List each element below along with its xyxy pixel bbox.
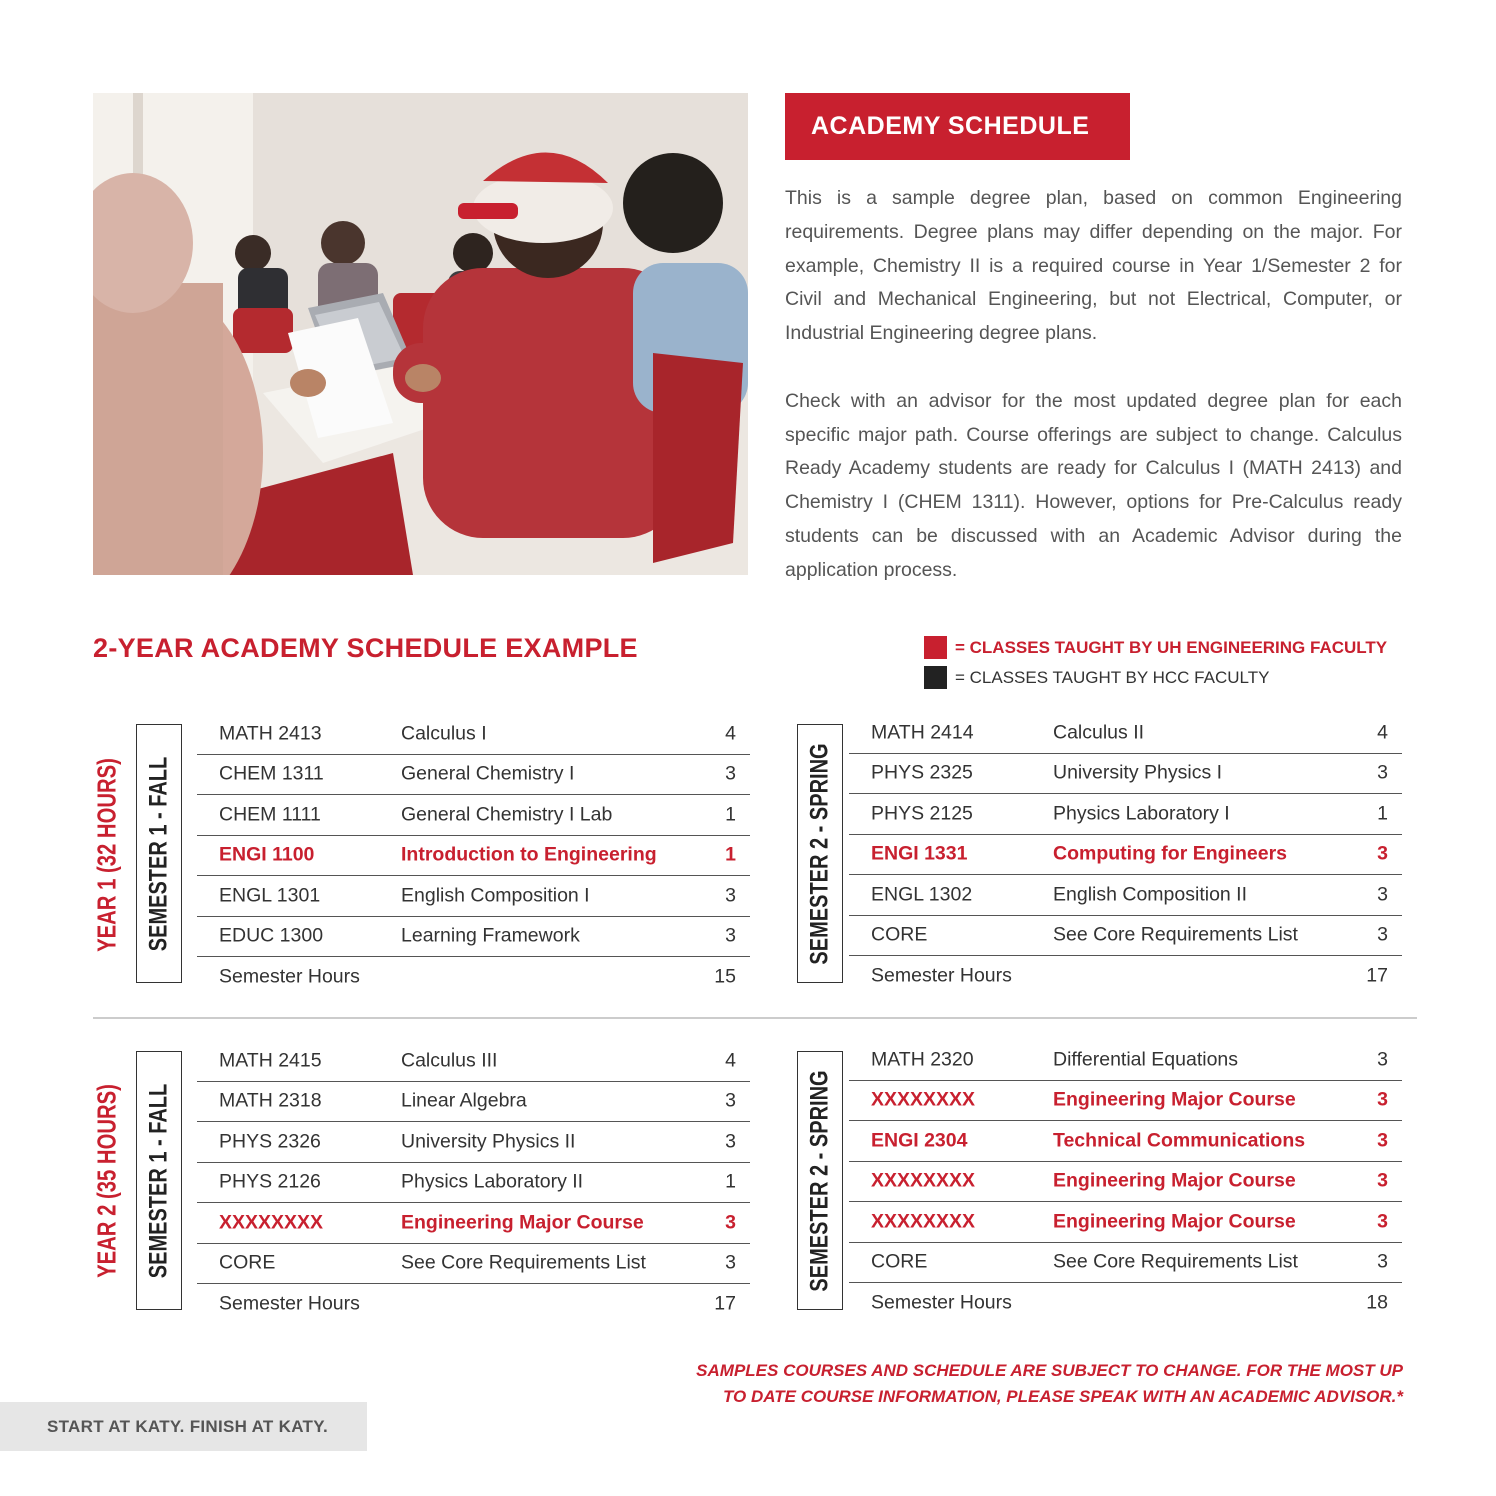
course-code: EDUC 1300 bbox=[219, 924, 324, 947]
course-code: PHYS 2126 bbox=[219, 1170, 321, 1193]
course-hours: 3 bbox=[725, 884, 736, 907]
course-name: Calculus II bbox=[1053, 721, 1145, 744]
legend-uh bbox=[924, 636, 1387, 659]
course-hours: 3 bbox=[1377, 923, 1388, 946]
course-code: ENGL 1302 bbox=[871, 883, 973, 906]
course-row bbox=[849, 1121, 1402, 1162]
course-row bbox=[197, 1163, 750, 1204]
course-hours: 15 bbox=[714, 965, 736, 988]
semester-hours-row bbox=[197, 1284, 750, 1325]
course-code: CORE bbox=[871, 923, 928, 946]
course-hours: 4 bbox=[725, 722, 736, 745]
semester-hours-row bbox=[849, 956, 1402, 997]
course-row bbox=[849, 875, 1402, 916]
course-name: Learning Framework bbox=[401, 924, 580, 947]
course-row bbox=[849, 1081, 1402, 1122]
course-code: Semester Hours bbox=[871, 1291, 1012, 1314]
course-hours: 3 bbox=[725, 924, 736, 947]
course-row bbox=[849, 794, 1402, 835]
course-hours: 3 bbox=[1377, 1210, 1388, 1233]
course-code: CHEM 1311 bbox=[219, 762, 324, 785]
course-row bbox=[849, 1243, 1402, 1284]
course-name: General Chemistry I Lab bbox=[401, 803, 613, 826]
course-hours: 3 bbox=[1377, 883, 1388, 906]
schedule-section-title: 2-YEAR ACADEMY SCHEDULE EXAMPLE bbox=[93, 633, 638, 663]
course-row bbox=[849, 835, 1402, 876]
course-hours: 3 bbox=[725, 1251, 736, 1274]
course-code: CORE bbox=[219, 1251, 276, 1274]
legend-uh-label: = CLASSES TAUGHT BY UH ENGINEERING FACULTY bbox=[955, 637, 1388, 657]
course-code: XXXXXXXX bbox=[871, 1088, 976, 1111]
course-row bbox=[197, 1041, 750, 1082]
course-code: ENGL 1301 bbox=[219, 884, 321, 907]
course-hours: 4 bbox=[725, 1049, 736, 1072]
academy-schedule-heading: ACADEMY SCHEDULE bbox=[785, 93, 1130, 160]
course-hours: 1 bbox=[725, 1170, 736, 1193]
course-code: XXXXXXXX bbox=[219, 1211, 324, 1234]
legend-hcc bbox=[924, 666, 1269, 689]
course-hours: 3 bbox=[1377, 1088, 1388, 1111]
course-row bbox=[197, 755, 750, 796]
footer-tagline: START AT KATY. FINISH AT KATY. bbox=[0, 1402, 367, 1451]
course-name: Differential Equations bbox=[1053, 1048, 1239, 1071]
course-hours: 18 bbox=[1366, 1291, 1388, 1314]
course-row bbox=[849, 713, 1402, 754]
course-row bbox=[197, 1244, 750, 1285]
course-table-y2-spring bbox=[849, 1040, 1402, 1324]
course-hours: 1 bbox=[725, 843, 736, 866]
hcc-color-swatch bbox=[924, 666, 947, 689]
course-code: MATH 2318 bbox=[219, 1089, 322, 1112]
course-table-y1-spring bbox=[849, 713, 1402, 997]
semester-hours-row bbox=[849, 1283, 1402, 1324]
course-name: Physics Laboratory I bbox=[1053, 802, 1230, 825]
course-name: Computing for Engineers bbox=[1053, 842, 1287, 865]
course-row bbox=[197, 1122, 750, 1163]
course-hours: 17 bbox=[714, 1292, 736, 1315]
course-code: XXXXXXXX bbox=[871, 1210, 976, 1233]
course-table-y2-fall bbox=[197, 1041, 750, 1325]
course-code: MATH 2413 bbox=[219, 722, 322, 745]
course-name: Physics Laboratory II bbox=[401, 1170, 584, 1193]
course-hours: 4 bbox=[1377, 721, 1388, 744]
course-hours: 3 bbox=[1377, 761, 1388, 784]
course-code: PHYS 2125 bbox=[871, 802, 973, 825]
semester-label-y1-spring: SEMESTER 2 - SPRING bbox=[797, 724, 843, 983]
course-hours: 3 bbox=[1377, 1129, 1388, 1152]
course-hours: 3 bbox=[725, 1089, 736, 1112]
course-name: Calculus III bbox=[401, 1049, 498, 1072]
course-name: Linear Algebra bbox=[401, 1089, 527, 1112]
course-code: ENGI 1331 bbox=[871, 842, 968, 865]
legend-hcc-label: = CLASSES TAUGHT BY HCC FACULTY bbox=[955, 667, 1270, 687]
course-name: See Core Requirements List bbox=[1053, 923, 1298, 946]
course-row bbox=[849, 916, 1402, 957]
classroom-photo-illustration bbox=[93, 93, 748, 575]
course-hours: 3 bbox=[725, 762, 736, 785]
course-code: MATH 2415 bbox=[219, 1049, 322, 1072]
course-code: Semester Hours bbox=[871, 964, 1012, 987]
course-row bbox=[197, 1203, 750, 1244]
course-code: ENGI 1100 bbox=[219, 843, 315, 866]
course-code: XXXXXXXX bbox=[871, 1169, 976, 1192]
semester-label-y2-spring: SEMESTER 2 - SPRING bbox=[797, 1051, 843, 1310]
intro-text bbox=[785, 182, 1402, 588]
course-name: University Physics II bbox=[401, 1130, 576, 1153]
course-hours: 1 bbox=[725, 803, 736, 826]
course-name: General Chemistry I bbox=[401, 762, 575, 785]
course-hours: 17 bbox=[1366, 964, 1388, 987]
course-hours: 3 bbox=[725, 1130, 736, 1153]
course-row bbox=[197, 917, 750, 958]
course-code: Semester Hours bbox=[219, 1292, 360, 1315]
course-name: English Composition II bbox=[1053, 883, 1248, 906]
course-hours: 3 bbox=[1377, 1048, 1388, 1071]
course-row bbox=[197, 1082, 750, 1123]
course-table-y1-fall bbox=[197, 714, 750, 998]
course-code: CORE bbox=[871, 1250, 928, 1273]
course-name: English Composition I bbox=[401, 884, 590, 907]
semester-label-y1-fall: SEMESTER 1 - FALL bbox=[136, 724, 182, 983]
uh-color-swatch bbox=[924, 636, 947, 659]
course-name: University Physics I bbox=[1053, 761, 1223, 784]
course-name: Technical Communications bbox=[1053, 1129, 1306, 1152]
course-hours: 1 bbox=[1377, 802, 1388, 825]
course-name: Engineering Major Course bbox=[401, 1211, 644, 1234]
course-code: MATH 2320 bbox=[871, 1048, 974, 1071]
disclaimer-text: SAMPLES COURSES AND SCHEDULE ARE SUBJECT TO CHANGE. FOR THE MOST UP TO DATE COURSE INFORMATION, PLEASE SPEAK WITH AN ACADEMIC ADVISOR.* bbox=[696, 1361, 1403, 1406]
course-name: Introduction to Engineering bbox=[401, 843, 657, 866]
semester-hours-row bbox=[197, 957, 750, 998]
course-row bbox=[849, 1202, 1402, 1243]
course-name: Engineering Major Course bbox=[1053, 1210, 1296, 1233]
course-hours: 3 bbox=[725, 1211, 736, 1234]
course-code: PHYS 2326 bbox=[219, 1130, 321, 1153]
intro-paragraph: This is a sample degree plan, based on common Engineering requirements. Degree plans may differ depending on the major. For example, Chemistry II is a required course in Year 1/Semester 2 for Civil and Mechanical Engineering, but not Electrical, Computer, or Industrial Engineering degree plans. bbox=[785, 187, 1402, 345]
course-row bbox=[197, 714, 750, 755]
course-code: ENGI 2304 bbox=[871, 1129, 968, 1152]
course-name: Engineering Major Course bbox=[1053, 1088, 1296, 1111]
semester-label-y2-fall: SEMESTER 1 - FALL bbox=[136, 1051, 182, 1310]
course-hours: 3 bbox=[1377, 1250, 1388, 1273]
course-code: PHYS 2325 bbox=[871, 761, 973, 784]
course-row bbox=[197, 836, 750, 877]
course-code: MATH 2414 bbox=[871, 721, 974, 744]
course-name: Engineering Major Course bbox=[1053, 1169, 1296, 1192]
intro-paragraph: Check with an advisor for the most updated degree plan for each specific major path. Course offerings are subject to change. Calculus Ready Academy students are ready for Calculus I (MATH 2413) and Chemistry I (CHEM 1311). However, options for Pre-Calculus ready students can be discussed with an Academic Advisor during the application process. bbox=[785, 389, 1402, 581]
course-name: See Core Requirements List bbox=[1053, 1250, 1298, 1273]
course-row bbox=[197, 876, 750, 917]
course-row bbox=[849, 754, 1402, 795]
course-hours: 3 bbox=[1377, 842, 1388, 865]
course-row bbox=[849, 1162, 1402, 1203]
course-name: Calculus I bbox=[401, 722, 487, 745]
course-row bbox=[849, 1040, 1402, 1081]
course-hours: 3 bbox=[1377, 1169, 1388, 1192]
year-divider bbox=[93, 1017, 1417, 1019]
classroom-photo bbox=[93, 93, 748, 575]
course-code: Semester Hours bbox=[219, 965, 360, 988]
course-code: CHEM 1111 bbox=[219, 803, 321, 826]
course-row bbox=[197, 795, 750, 836]
course-name: See Core Requirements List bbox=[401, 1251, 646, 1274]
